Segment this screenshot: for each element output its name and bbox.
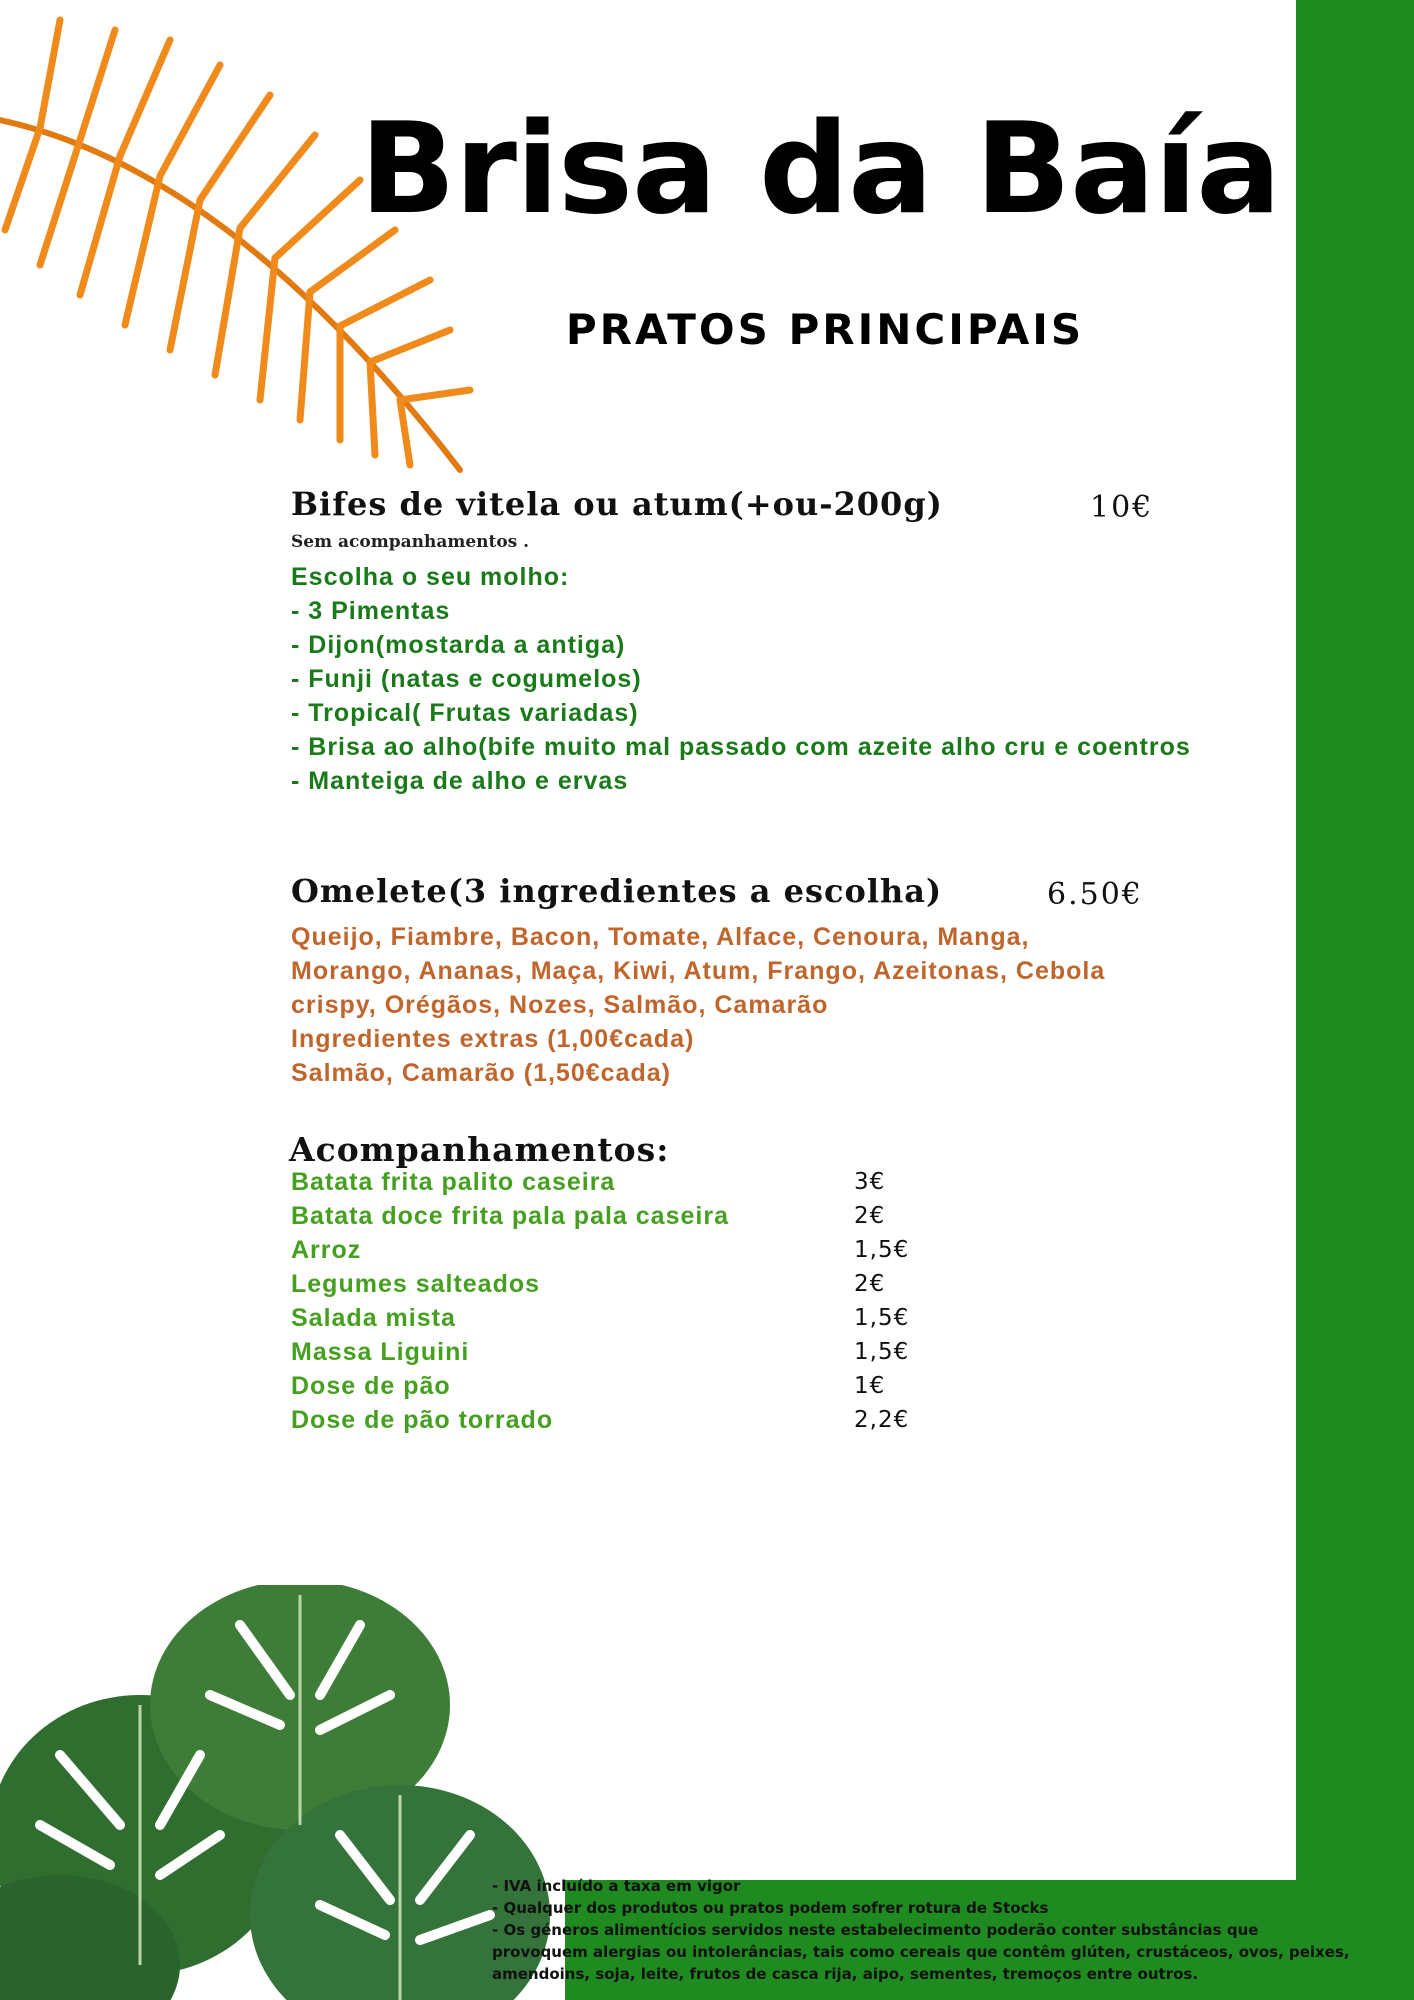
extras-line: Salmão, Camarão (1,50€cada) <box>291 1059 671 1087</box>
side-item <box>291 1369 991 1403</box>
side-name: Batata doce frita pala pala caseira <box>291 1202 729 1230</box>
sauce-option: - Dijon(mostarda a antiga) <box>291 631 626 659</box>
dish-price-bifes: 10€ <box>1090 490 1154 525</box>
side-item <box>291 1403 991 1437</box>
sides-list <box>291 1165 991 1437</box>
dish-price-omelete: 6.50€ <box>1047 877 1143 912</box>
side-name: Massa Liguini <box>291 1338 470 1366</box>
side-price: 2€ <box>854 1271 886 1297</box>
side-price: 1,5€ <box>854 1305 910 1331</box>
side-item <box>291 1267 991 1301</box>
side-item <box>291 1335 991 1369</box>
sauce-option: - 3 Pimentas <box>291 597 451 625</box>
footer-line: - IVA incluído a taxa em vigor <box>492 1877 741 1895</box>
side-item <box>291 1301 991 1335</box>
extras-line: Ingredientes extras (1,00€cada) <box>291 1025 695 1053</box>
sauce-option: - Tropical( Frutas variadas) <box>291 699 639 727</box>
sauce-option: - Funji (natas e cogumelos) <box>291 665 642 693</box>
side-name: Arroz <box>291 1236 362 1264</box>
dish-name-bifes: Bifes de vitela ou atum(+ou-200g) <box>291 485 943 523</box>
side-name: Dose de pão <box>291 1372 451 1400</box>
side-price: 3€ <box>854 1169 886 1195</box>
side-item <box>291 1165 991 1199</box>
omelete-ingredients <box>291 920 1171 1090</box>
sauce-list-heading: Escolha o seu molho: <box>291 563 570 591</box>
side-price: 1,5€ <box>854 1339 910 1365</box>
green-brush-edge <box>1296 0 1326 2000</box>
footer-notes <box>492 1875 1407 1985</box>
footer-line: - Os géneros alimentícios servidos neste estabelecimento poderão conter substâncias que <box>492 1921 1259 1939</box>
footer-line: - Qualquer dos produtos ou pratos podem sofrer rotura de Stocks <box>492 1899 1049 1917</box>
section-title: PRATOS PRINCIPAIS <box>565 305 1085 354</box>
side-price: 2€ <box>854 1203 886 1229</box>
side-item <box>291 1199 991 1233</box>
side-name: Batata frita palito caseira <box>291 1168 616 1196</box>
side-item <box>291 1233 991 1267</box>
dish-name-omelete: Omelete(3 ingredientes a escolha) <box>291 872 943 910</box>
sauce-option: - Brisa ao alho(bife muito mal passado com azeite alho cru e coentros <box>291 733 1191 761</box>
side-price: 2,2€ <box>854 1407 910 1433</box>
sauce-options-list <box>291 560 1191 798</box>
sides-heading: Acompanhamentos: <box>289 1130 670 1169</box>
dish-note: Sem acompanhamentos . <box>291 532 530 552</box>
monstera-leaves-illustration <box>0 1585 560 2000</box>
side-name: Salada mista <box>291 1304 456 1332</box>
ingredients-line: Queijo, Fiambre, Bacon, Tomate, Alface, Cenoura, Manga, <box>291 923 1030 951</box>
restaurant-title: Brisa da Baía <box>359 95 1281 243</box>
side-name: Dose de pão torrado <box>291 1406 554 1434</box>
side-price: 1€ <box>854 1373 886 1399</box>
footer-line: amendoins, soja, leite, frutos de casca rija, aipo, sementes, tremoços entre outros. <box>492 1965 1199 1983</box>
side-price: 1,5€ <box>854 1237 910 1263</box>
footer-line: provoquem alergias ou intolerâncias, tais como cereais que contêm glúten, crustáceos, ovos, peixes, <box>492 1943 1350 1961</box>
sauce-option: - Manteiga de alho e ervas <box>291 767 629 795</box>
ingredients-line: Morango, Ananas, Maça, Kiwi, Atum, Frango, Azeitonas, Cebola <box>291 957 1106 985</box>
ingredients-line: crispy, Orégãos, Nozes, Salmão, Camarão <box>291 991 829 1019</box>
side-name: Legumes salteados <box>291 1270 541 1298</box>
